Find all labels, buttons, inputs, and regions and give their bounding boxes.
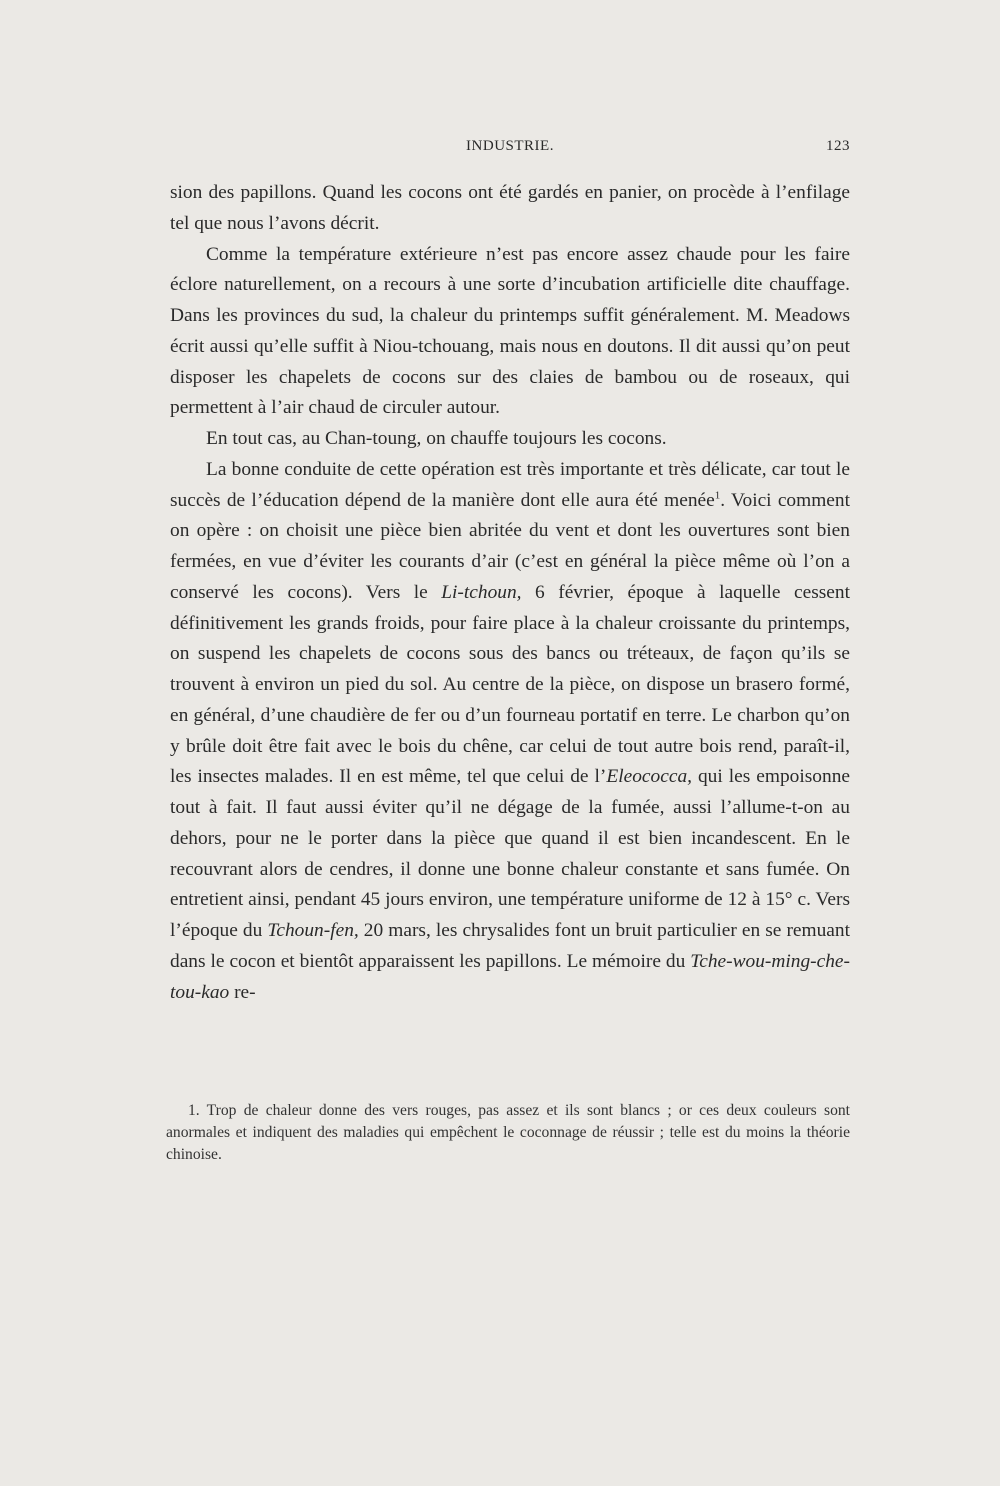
paragraph-4-part-c: 6 février, époque à laquelle cessent définitivement les grands froids, pour faire place à la chaleur croissante du printemps, on suspend les chapelets de cocons sous des bancs ou tréteaux, de façon qu’ils se trouvent à environ un pied du sol. Au centre de la pièce, on dispose un brasero formé, en général, d’une chaudière de fer ou d’un fourneau portatif en terre. Le charbon qu’on y brûle doit être fait avec le bois du chêne, car celui de tout autre bois rend, paraît-il, les insectes malades. Il en est même, tel que celui de l’	[170, 581, 850, 788]
main-text	[170, 178, 850, 1008]
term-li-tchoun: Li-tchoun,	[441, 581, 522, 603]
page-number: 123	[826, 138, 850, 154]
running-title: INDUSTRIE.	[466, 138, 554, 154]
term-memoire-title: Tche-wou-ming-che-tou-kao	[170, 950, 850, 1003]
footnote-1-marker: 1.	[188, 1102, 200, 1119]
term-tchoun-fen: Tchoun-fen,	[267, 920, 359, 941]
paragraph-4-part-a: La bonne conduite de cette opération est très importante et très délicate, car tout le succès de l’éducation dépend de la manière dont elle aura été menée	[170, 458, 850, 511]
paragraph-4	[170, 455, 850, 1009]
term-eleococca: Eleococca,	[606, 766, 692, 788]
page-header	[170, 138, 850, 162]
paragraph-1: sion des papillons. Quand les cocons ont été gardés en panier, on procède à l’enfilage tel que nous l’avons décrit.	[170, 182, 850, 234]
footnote-1	[166, 1100, 850, 1166]
footnote-1-text: Trop de chaleur donne des vers rouges, pas assez et ils sont blancs ; or ces deux couleurs sont anormales et indiquent des maladies qui empêchent le coconnage de réussir ; telle est du moins la théorie chinoise.	[166, 1102, 850, 1163]
paragraph-4-part-e: 20 mars, les chrysalides font un bruit particulier en se remuant dans le cocon et bientôt apparaissent les papillons. Le mémoire du	[170, 920, 850, 972]
paragraph-2: Comme la température extérieure n’est pas encore assez chaude pour les faire éclore naturellement, on a recours à une sorte d’incubation artificielle dite chauffage. Dans les provinces du sud, la chaleur du printemps suffit généralement. M. Meadows écrit aussi qu’elle suffit à Niou-tchouang, mais nous en doutons. Il dit aussi qu’on peut disposer les chapelets de cocons sur des claies de bambou ou de roseaux, qui permettent à l’air chaud de circuler autour.	[170, 243, 850, 419]
paragraph-4-part-d: qui les empoisonne tout à fait. Il faut aussi éviter qu’il ne dégage de la fumée, aussi l’allume-t-on au dehors, pour ne le porter dans la pièce que quand il est bien incandescent. En le recouvrant alors de cendres, il donne une bonne chaleur constante et sans fumée. On entretient ainsi, pendant 45 jours environ, une température uniforme de 12 à 15° c. Vers l’époque du	[170, 766, 850, 941]
paragraph-4-part-f: re-	[229, 981, 256, 1003]
footnote-reference: 1	[714, 489, 721, 502]
paragraph-4-part-b: . Voici comment on opère : on choisit une pièce bien abritée du vent et dont les ouvertures sont bien fermées, en vue d’éviter les courants d’air (c’est en général la pièce même où l’on a conservé les cocons). Vers le	[170, 489, 850, 603]
paragraph-3: En tout cas, au Chan-toung, on chauffe toujours les cocons.	[206, 428, 667, 449]
footnotes	[166, 1100, 850, 1166]
